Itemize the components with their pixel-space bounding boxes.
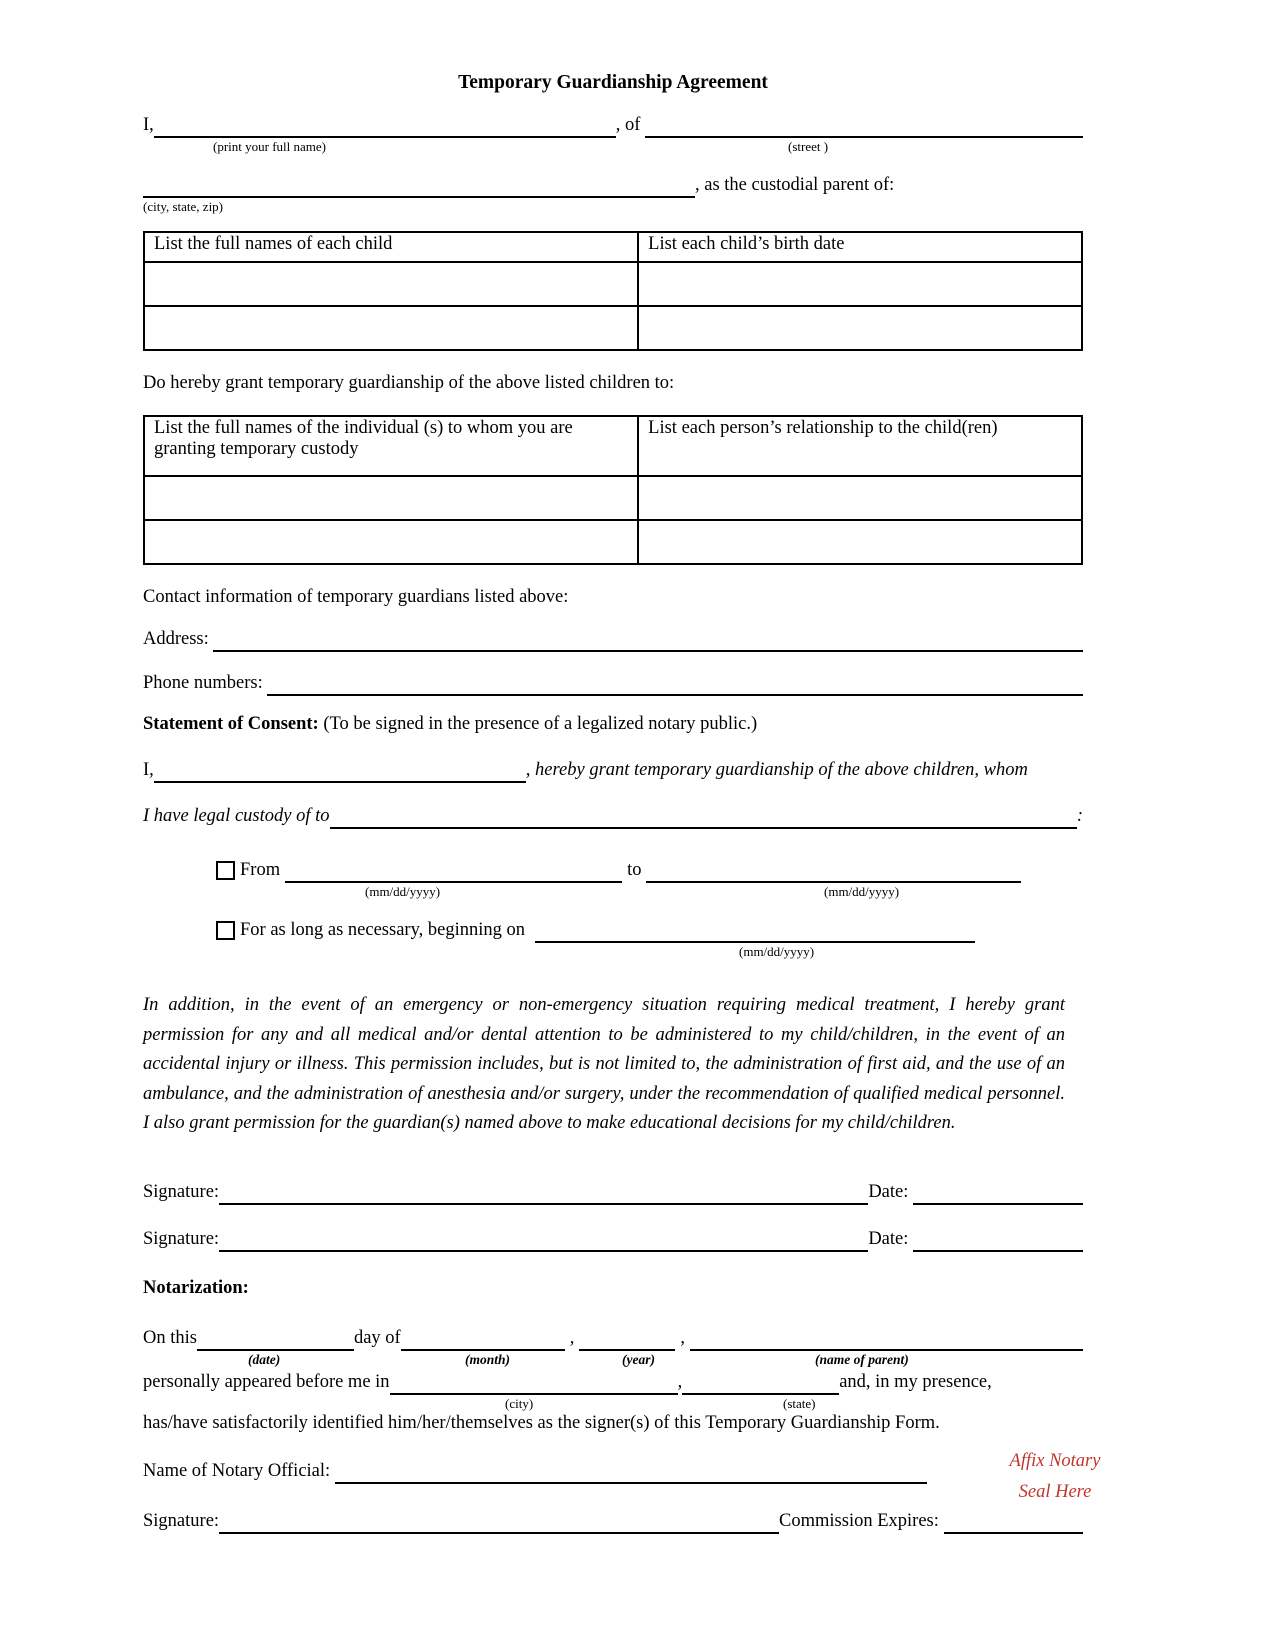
guardians-table: [143, 415, 1083, 565]
consent-heading-bold: Statement of Consent:: [143, 714, 319, 734]
consent-i-prefix: I,: [143, 760, 154, 780]
presence-text: and, in my presence,: [839, 1371, 992, 1392]
seal-note-line2: Seal Here: [1018, 1482, 1092, 1502]
day-of-text: day of: [353, 1327, 401, 1348]
signature-blank-2[interactable]: [219, 1228, 868, 1252]
guardian-relationship-cell[interactable]: [638, 476, 1082, 520]
consent-heading-rest: (To be signed in the presence of a legalized notary public.): [318, 714, 758, 734]
from-checkbox[interactable]: [216, 861, 235, 880]
consent-name-blank[interactable]: [154, 759, 526, 783]
city-hint: (city): [505, 1395, 534, 1411]
identified-text: has/have satisfactorily identified him/her/themselves as the signer(s) of this Temporary Guardianship Form.: [143, 1412, 940, 1433]
i-prefix: I,: [143, 115, 154, 135]
full-name-hint: (print your full name): [213, 139, 326, 154]
from-date-blank[interactable]: [285, 859, 622, 883]
address-blank[interactable]: [213, 628, 1083, 652]
notary-signature-label: Signature:: [143, 1510, 220, 1531]
notary-month-blank[interactable]: [401, 1327, 565, 1351]
notarization-heading: Notarization:: [143, 1277, 249, 1298]
custody-guardian-blank[interactable]: [330, 805, 1077, 829]
notary-month-hint: (month): [465, 1351, 511, 1367]
custody-clause: I have legal custody of to: [143, 806, 330, 826]
notary-date-hint: (date): [248, 1351, 281, 1367]
appeared-text: personally appeared before me in: [143, 1371, 390, 1392]
custody-colon: :: [1076, 806, 1083, 826]
child-name-cell[interactable]: [144, 262, 638, 306]
phone-label: Phone numbers:: [143, 673, 268, 693]
page-title: Temporary Guardianship Agreement: [458, 72, 768, 93]
signature-label: Signature:: [143, 1181, 220, 1202]
notary-signature-blank[interactable]: [219, 1510, 779, 1534]
city-state-zip-blank[interactable]: [143, 174, 695, 198]
street-hint: (street ): [788, 139, 829, 154]
guardian-name-cell[interactable]: [144, 476, 638, 520]
on-this-text: On this: [143, 1327, 197, 1348]
state-hint: (state): [783, 1395, 816, 1411]
city-state-zip-hint: (city, state, zip): [143, 199, 224, 214]
child-dob-cell[interactable]: [638, 262, 1082, 306]
comma-separator: ,: [680, 1327, 685, 1348]
consent-heading: [143, 714, 1083, 735]
children-table-header-name: List the full names of each child: [144, 232, 638, 262]
notary-date-blank[interactable]: [197, 1327, 354, 1351]
table-row: [144, 262, 1082, 306]
notary-year-blank[interactable]: [579, 1327, 675, 1351]
date-blank-1[interactable]: [913, 1181, 1083, 1205]
consent-grant-clause: , hereby grant temporary guardianship of the above children, whom: [525, 760, 1028, 780]
date-label: Date:: [868, 1181, 913, 1202]
phone-blank[interactable]: [267, 672, 1083, 696]
comma-separator: ,: [569, 1327, 575, 1348]
notary-year-hint: (year): [622, 1351, 655, 1367]
state-blank[interactable]: [682, 1371, 839, 1395]
commission-expires-blank[interactable]: [944, 1510, 1084, 1534]
street-blank[interactable]: [645, 114, 1083, 138]
guardians-table-header-relationship: List each person’s relationship to the child(ren): [638, 416, 1082, 476]
table-row: [144, 520, 1082, 564]
full-name-blank[interactable]: [154, 114, 616, 138]
notary-name-label: Name of Notary Official:: [143, 1460, 335, 1481]
parent-name-hint: (name of parent): [815, 1351, 909, 1367]
duration-label: For as long as necessary, beginning on: [240, 920, 530, 940]
guardian-relationship-cell[interactable]: [638, 520, 1082, 564]
signature-label: Signature:: [143, 1228, 220, 1249]
from-label: From: [240, 860, 281, 880]
to-date-hint: (mm/dd/yyyy): [824, 884, 900, 899]
to-label: to: [627, 860, 642, 880]
of-connector: , of: [615, 115, 646, 135]
parent-name-blank[interactable]: [690, 1327, 1083, 1351]
table-row: [144, 306, 1082, 350]
child-name-cell[interactable]: [144, 306, 638, 350]
contact-heading: Contact information of temporary guardians listed above:: [143, 587, 569, 607]
children-table-header-dob: List each child’s birth date: [638, 232, 1082, 262]
notary-name-blank[interactable]: [335, 1460, 927, 1484]
medical-consent-paragraph: In addition, in the event of an emergency or non-emergency situation requiring medical treatment, I hereby grant permission for any and all medical and/or dental attention to be administered to my child/children, in the event of an accidental injury or illness. This permission includes, but is not limited to, the administration of first aid, and the use of an ambulance, and the administration of anesthesia and/or surgery, under the recommendation of qualified medical personnel. I also grant permission for the guardian(s) named above to make educational decisions for my child/children.: [143, 995, 1065, 1133]
date-blank-2[interactable]: [913, 1228, 1083, 1252]
guardians-table-header-name: List the full names of the individual (s) to whom you are granting temporary custody: [144, 416, 638, 476]
children-table: [143, 231, 1083, 351]
date-label: Date:: [868, 1228, 913, 1249]
beginning-date-hint: (mm/dd/yyyy): [739, 944, 815, 959]
address-label: Address:: [143, 629, 214, 649]
custodial-suffix: , as the custodial parent of:: [695, 175, 895, 195]
child-dob-cell[interactable]: [638, 306, 1082, 350]
duration-checkbox[interactable]: [216, 921, 235, 940]
table-row: [144, 476, 1082, 520]
signature-blank-1[interactable]: [219, 1181, 868, 1205]
city-blank[interactable]: [390, 1371, 678, 1395]
to-date-blank[interactable]: [646, 859, 1021, 883]
affix-notary-seal-note: [988, 1446, 1122, 1508]
seal-note-line1: Affix Notary: [1009, 1451, 1101, 1471]
guardian-name-cell[interactable]: [144, 520, 638, 564]
beginning-date-blank[interactable]: [535, 919, 975, 943]
commission-label: Commission Expires:: [779, 1510, 944, 1531]
comma-separator: ,: [677, 1371, 683, 1392]
from-date-hint: (mm/dd/yyyy): [365, 884, 441, 899]
grant-statement: Do hereby grant temporary guardianship of the above listed children to:: [143, 373, 675, 393]
